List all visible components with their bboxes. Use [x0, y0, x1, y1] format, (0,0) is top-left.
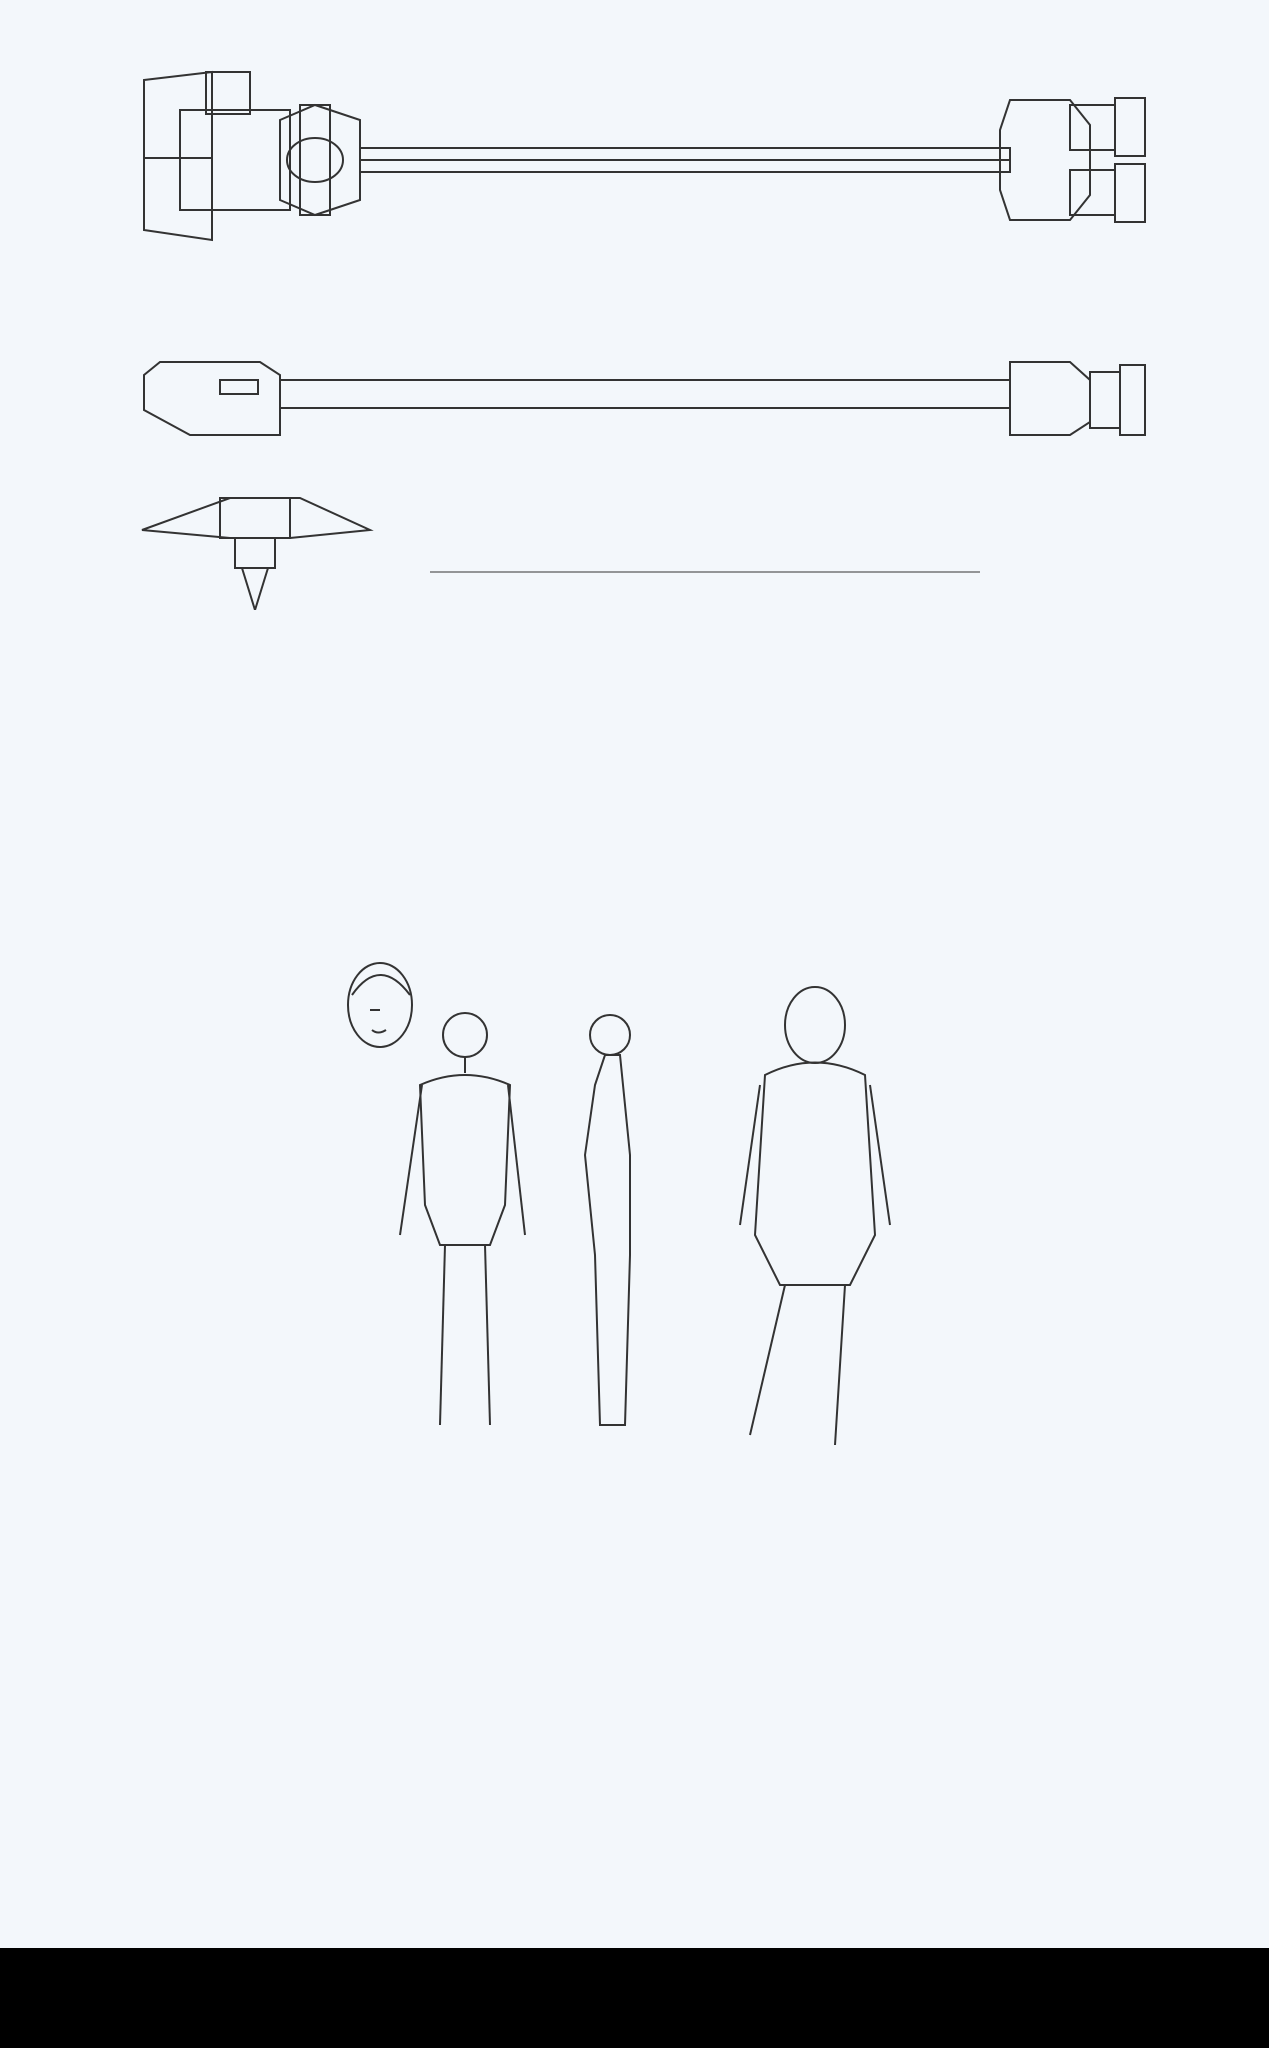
figure-spacesuit: [740, 987, 890, 1445]
ship-engines-top: [1000, 98, 1145, 222]
figure-side: [585, 1015, 630, 1425]
spaceship-sketch: [130, 50, 1160, 610]
figure-front: [400, 1013, 525, 1425]
ship-top-view: [144, 72, 1010, 240]
footer-banner[interactable]: [0, 1948, 1269, 2048]
ship-side-view: [144, 362, 1145, 435]
character-sketch: [330, 955, 990, 1465]
ship-front-view: [142, 498, 370, 610]
head-sketch: [348, 963, 412, 1047]
